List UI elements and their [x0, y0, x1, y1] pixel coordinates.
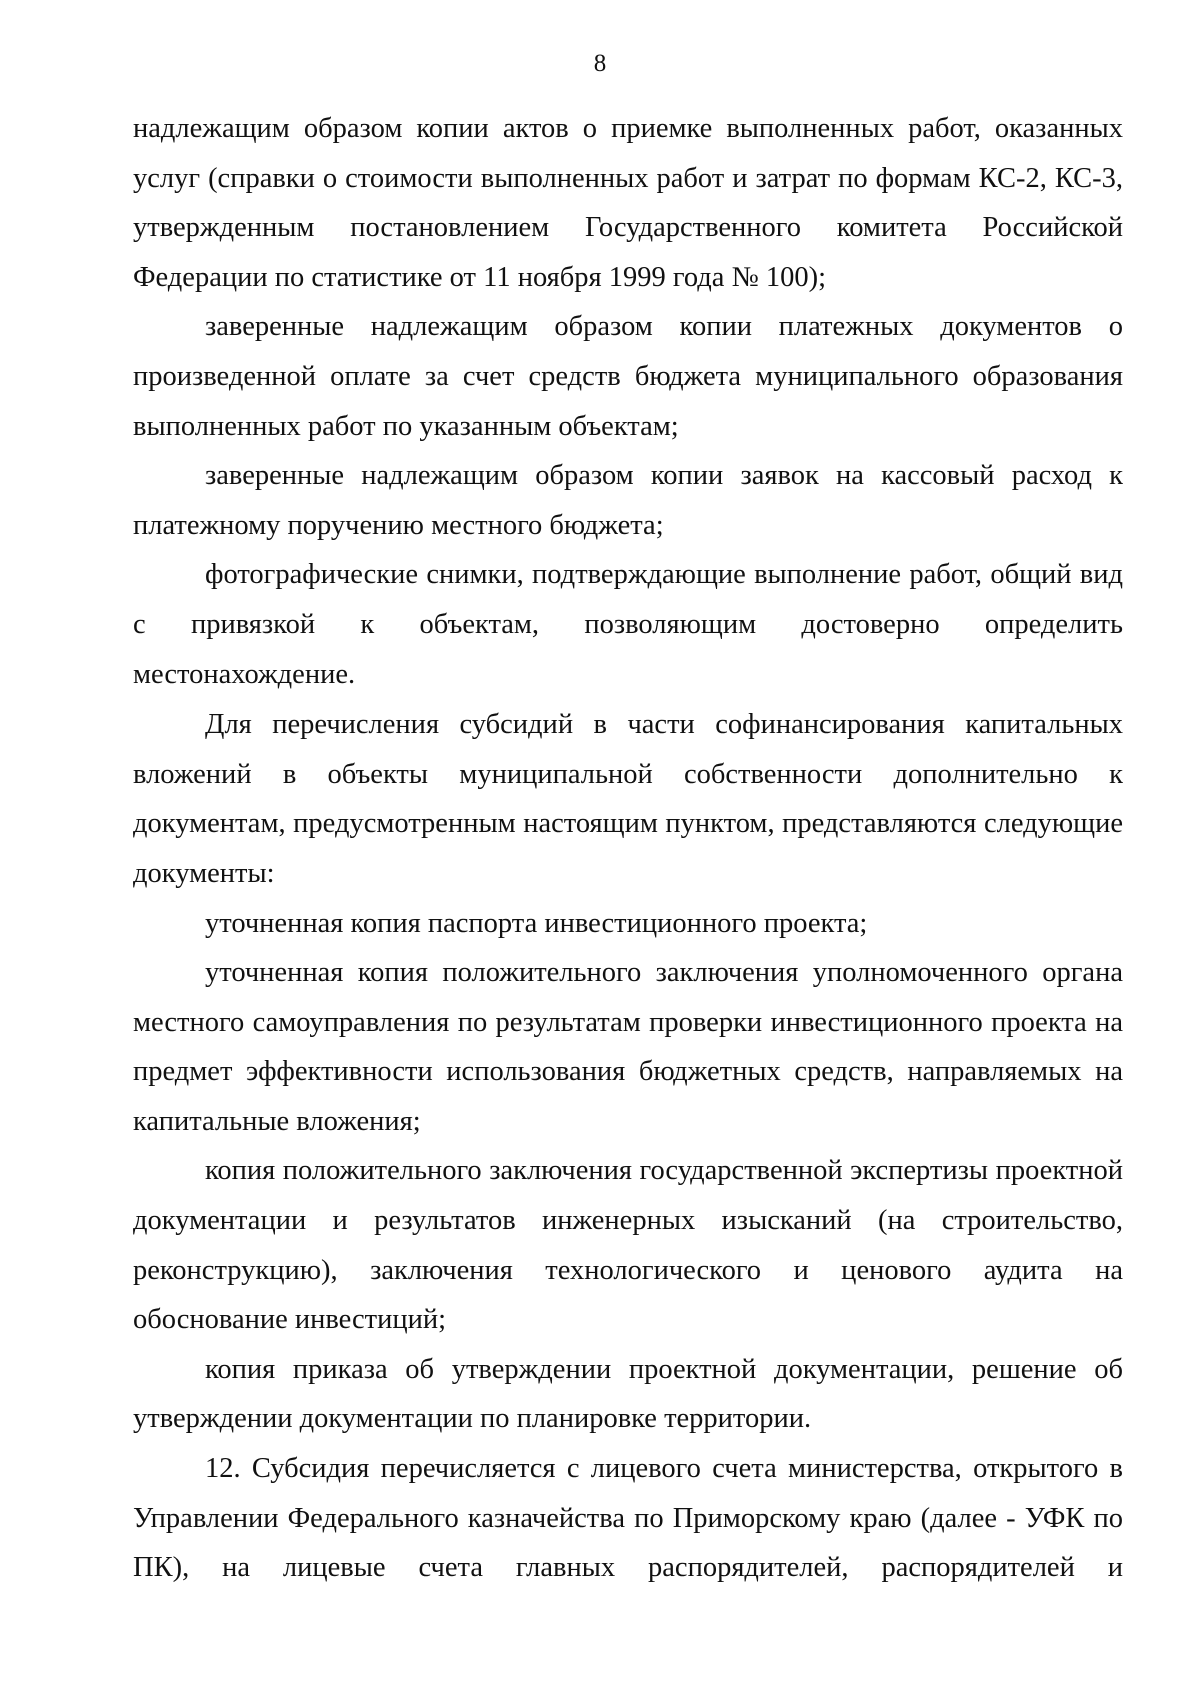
- paragraph-payment-documents: заверенные надлежащим образом копии платежных документов о произведенной оплате за счет средств бюджета муниципального образования выполненных работ по указанным объектам;: [133, 311, 1123, 442]
- paragraph-photographs: фотографические снимки, подтверждающие выполнение работ, общий вид с привязкой к объектам, позволяющим достоверно определить местонахождение.: [133, 559, 1123, 690]
- paragraph-state-expertise: копия положительного заключения государственной экспертизы проектной документации и результатов инженерных изысканий (на строительство, реконструкцию), заключения технологического и ценового аудита на обоснование инвестиций;: [133, 1155, 1123, 1336]
- document-body: [133, 104, 1123, 1593]
- paragraph-project-passport: уточненная копия паспорта инвестиционного проекта;: [205, 907, 868, 939]
- paragraph-approval-order: копия приказа об утверждении проектной документации, решение об утверждении документации по планировке территории.: [133, 1353, 1123, 1435]
- paragraph-subsidy-transfer: 12. Субсидия перечисляется с лицевого счета министерства, открытого в Управлении Федерального казначейства по Приморскому краю (далее - УФК по ПК), на лицевые счета главных распорядителей, распорядителей и: [133, 1453, 1123, 1584]
- paragraph-positive-conclusion: уточненная копия положительного заключения уполномоченного органа местного самоуправления по результатам проверки инвестиционного проекта на предмет эффективности использования бюджетных средств, направляемых на капитальные вложения;: [133, 957, 1123, 1137]
- paragraph-capital-investments: Для перечисления субсидий в части софинансирования капитальных вложений в объекты муниципальной собственности дополнительно к документам, предусмотренным настоящим пунктом, представляются следующие документы:: [133, 709, 1123, 889]
- page-number: 8: [593, 50, 607, 77]
- paragraph-acts-copies: надлежащим образом копии актов о приемке выполненных работ, оказанных услуг (справки о стоимости выполненных работ и затрат по формам КС-2, КС-3, утвержденным постановлением Государственного комитета Российской Федерации по статистике от 11 ноября 1999 года № 100);: [133, 113, 1123, 293]
- paragraph-cash-requests: заверенные надлежащим образом копии заявок на кассовый расход к платежному поручению местного бюджета;: [133, 460, 1123, 541]
